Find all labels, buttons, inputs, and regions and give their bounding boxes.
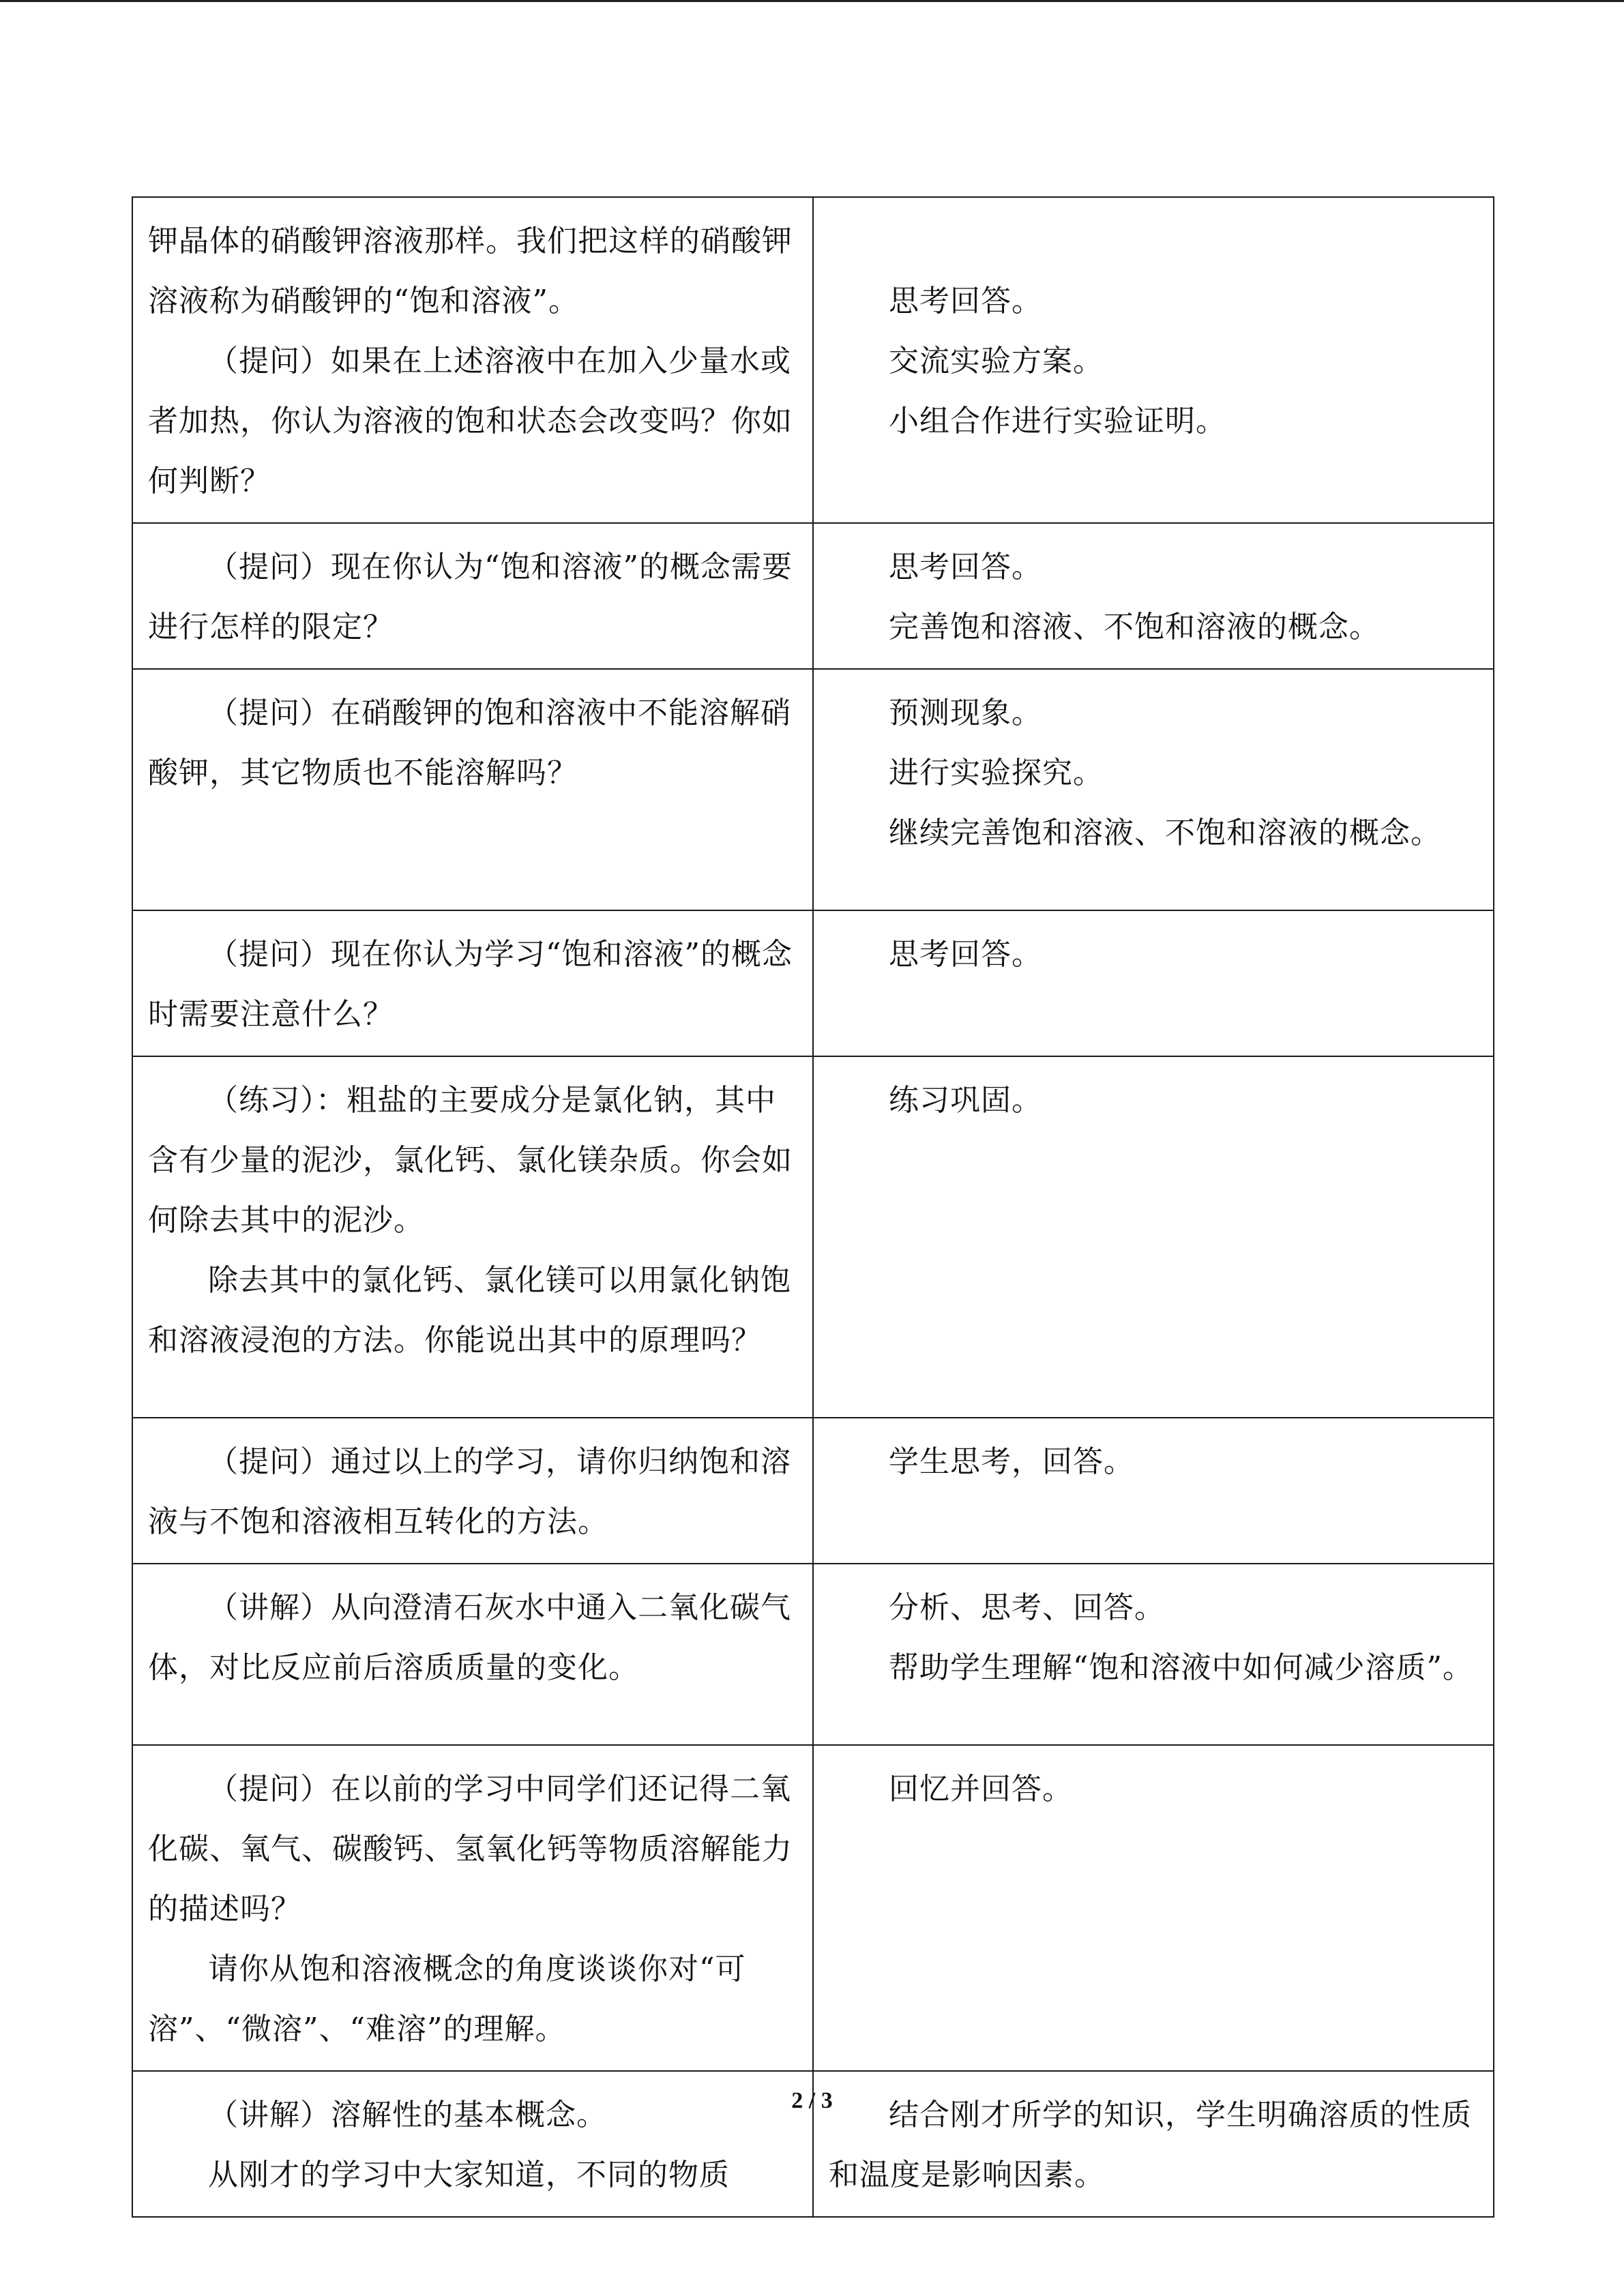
table-row [132,1745,1494,2071]
table-row [132,1564,1494,1745]
student-activity-cell [813,1056,1494,1418]
teacher-activity-cell [132,1745,813,2071]
paragraph: 预测现象。 [889,696,1042,730]
table-row [132,1418,1494,1564]
paragraph: 帮助学生理解“饱和溶液中如何减少溶质”。 [889,1650,1473,1685]
teacher-activity-cell [132,1056,813,1418]
paragraph: （讲解）溶解性的基本概念。 [208,2098,607,2132]
paragraph: （提问）在以前的学习中同学们还记得二氧化碳、氧气、碳酸钙、氢氧化钙等物质溶解能力的描述吗？ [148,1772,793,1926]
teacher-activity-cell [132,1418,813,1564]
teacher-activity-cell [132,669,813,910]
teacher-activity-cell [132,197,813,523]
paragraph: （提问）现在你认为“饱和溶液”的概念需要进行怎样的限定？ [148,550,793,644]
table-row [132,669,1494,910]
table-row [132,1056,1494,1418]
paragraph: 请你从饱和溶液概念的角度谈谈你对“可溶”、“微溶”、“难溶”的理解。 [148,1952,746,2046]
student-activity-cell [813,910,1494,1056]
paragraph: （提问）通过以上的学习，请你归纳饱和溶液与不饱和溶液相互转化的方法。 [148,1444,791,1539]
student-activity-cell [813,1418,1494,1564]
table-row [132,197,1494,523]
paragraph: （讲解）从向澄清石灰水中通入二氧化碳气体，对比反应前后溶质质量的变化。 [148,1590,791,1685]
top-border-line [0,0,1624,2]
student-activity-cell [813,523,1494,669]
paragraph: 完善饱和溶液、不饱和溶液的概念。 [889,610,1380,644]
student-activity-cell [813,1564,1494,1745]
paragraph: 交流实验方案。 [889,344,1104,378]
paragraph: 结合刚才所学的知识，学生明确溶质的性质和温度是影响因素。 [829,2098,1472,2192]
paragraph: （提问）在硝酸钾的饱和溶液中不能溶解硝酸钾，其它物质也不能溶解吗？ [148,696,791,790]
lesson-plan-table [132,196,1494,2218]
paragraph: （提问）现在你认为学习“饱和溶液”的概念时需要注意什么？ [148,937,793,1032]
page-number: 2 / 3 [791,2088,833,2113]
paragraph: 小组合作进行实验证明。 [889,404,1226,438]
paragraph: 练习巩固。 [889,1083,1042,1118]
table-row [132,523,1494,669]
student-activity-cell [813,1745,1494,2071]
paragraph: 学生思考，回答。 [889,1444,1134,1479]
teacher-activity-cell [132,523,813,669]
paragraph: 除去其中的氯化钙、氯化镁可以用氯化钠饱和溶液浸泡的方法。你能说出其中的原理吗？ [148,1263,791,1358]
student-activity-cell [813,197,1494,523]
paragraph: 思考回答。 [889,550,1042,584]
paragraph: 从刚才的学习中大家知道，不同的物质 [208,2158,730,2192]
table-row [132,910,1494,1056]
paragraph: 继续完善饱和溶液、不饱和溶液的概念。 [889,816,1441,850]
paragraph: 分析、思考、回答。 [889,1590,1165,1625]
teacher-activity-cell [132,910,813,1056]
paragraph: （练习）：粗盐的主要成分是氯化钠，其中含有少量的泥沙，氯化钙、氯化镁杂质。你会如何除去其中的泥沙。 [148,1083,793,1238]
paragraph: 思考回答。 [889,284,1042,318]
paragraph: 钾晶体的硝酸钾溶液那样。我们把这样的硝酸钾溶液称为硝酸钾的“饱和溶液”。 [148,224,793,318]
teacher-activity-cell [132,1564,813,1745]
paragraph: （提问）如果在上述溶液中在加入少量水或者加热，你认为溶液的饱和状态会改变吗？你如何判断？ [148,344,793,498]
student-activity-cell [813,669,1494,910]
paragraph: 进行实验探究。 [889,756,1104,790]
paragraph: 思考回答。 [889,937,1042,972]
paragraph: 回忆并回答。 [889,1772,1073,1806]
